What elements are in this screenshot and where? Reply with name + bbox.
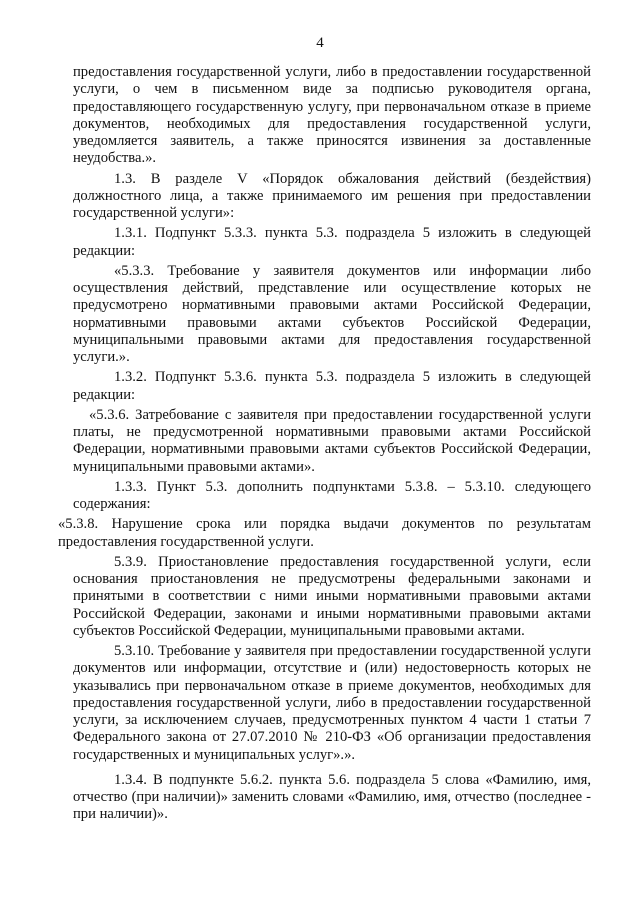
quote-5-3-6: «5.3.6. Затребование с заявителя при предоставлении государственной услуги платы, не предусмотренной нормативными правовыми актами Российской Федерации, нормативными правовыми актами субъектов Российской Федерации, муниципальными правовыми актами». (73, 406, 591, 475)
paragraph-1-3-2: 1.3.2. Подпункт 5.3.6. пункта 5.3. подраздела 5 изложить в следующей редакции: (73, 369, 591, 403)
quote-5-3-8: «5.3.8. Нарушение срока или порядка выдачи документов по результатам предоставления государственной услуги. (58, 516, 591, 550)
paragraph-1-3-4: 1.3.4. В подпункте 5.6.2. пункта 5.6. подраздела 5 слова «Фамилию, имя, отчество (при наличии)» заменить словами «Фамилию, имя, отчество (последнее - при наличии)». (73, 771, 591, 823)
quote-5-3-3: «5.3.3. Требование у заявителя документов или информации либо осуществления действий, представление или осуществление которых не предусмотрено нормативными правовыми актами Российской Федерации, нормативными правовыми актами субъектов Российской Федерации, муниципальными правовыми актами для предоставления государственной услуги.». (73, 262, 591, 365)
quote-5-3-9: 5.3.9. Приостановление предоставления государственной услуги, если основания приостановления не предусмотрены федеральными законами и принятыми в соответствии с ними иными нормативными правовыми актами Российской Федерации, законами и иными нормативными правовыми актами субъектов Российской Федерации, муниципальными правовыми актами. (73, 553, 591, 639)
page-number: 4 (316, 35, 324, 51)
document-body (58, 64, 591, 824)
paragraph-1-3-1: 1.3.1. Подпункт 5.3.3. пункта 5.3. подраздела 5 изложить в следующей редакции: (73, 225, 591, 259)
quote-5-3-10: 5.3.10. Требование у заявителя при предоставлении государственной услуги документов или информации, отсутствие и (или) недостоверность которых не указывались при первоначальном отказе в приеме документов, необходимых для предоставления государственной услуги, либо в предоставлении государственной услуги, за исключением случаев, предусмотренных пунктом 4 части 1 статьи 7 Федерального закона от 27.07.2010 № 210-ФЗ «Об организации предоставления государственных и муниципальных услуг».». (73, 643, 591, 763)
paragraph-continuation: предоставления государственной услуги, либо в предоставлении государственной услуги, о чем в письменном виде за подписью руководителя органа, предоставляющего государственную услугу, при первоначальном отказе в приеме документов, необходимых для предоставления государственной услуги, уведомляется заявитель, а также приносятся извинения за доставленные неудобства.». (73, 64, 591, 167)
paragraph-1-3: 1.3. В разделе V «Порядок обжалования действий (бездействия) должностного лица, а также принимаемого им решения при предоставлении государственной услуги»: (73, 170, 591, 221)
paragraph-1-3-3: 1.3.3. Пункт 5.3. дополнить подпунктами 5.3.8. – 5.3.10. следующего содержания: (73, 478, 591, 512)
